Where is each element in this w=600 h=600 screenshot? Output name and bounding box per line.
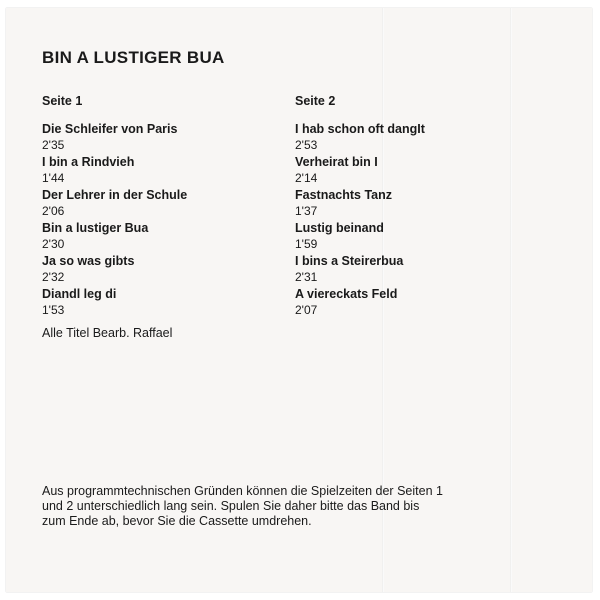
track-item — [42, 188, 187, 219]
track-duration: 1'59 — [295, 237, 318, 251]
track-title: Der Lehrer in der Schule — [42, 188, 188, 202]
side-1-tracklist — [42, 94, 187, 320]
track-duration: 2'35 — [42, 138, 65, 152]
track-title: Lustig beinand — [295, 221, 384, 235]
arrangement-credits: Alle Titel Bearb. Raffael — [42, 326, 173, 340]
track-title: Diandl leg di — [42, 287, 117, 301]
track-title: Ja so was gibts — [42, 254, 135, 268]
track-item — [42, 254, 187, 285]
track-duration: 2'31 — [295, 270, 318, 284]
note-line: zum Ende ab, bevor Sie die Cassette umdrehen. — [42, 514, 312, 528]
note-line: Aus programmtechnischen Gründen können die Spielzeiten der Seiten 1 — [42, 484, 443, 498]
track-item — [295, 155, 425, 186]
track-title: Verheirat bin I — [295, 155, 378, 169]
track-item — [42, 122, 187, 153]
side-2-tracklist — [295, 94, 425, 320]
track-title: A viereckats Feld — [295, 287, 398, 301]
track-duration: 1'44 — [42, 171, 65, 185]
track-item — [42, 287, 187, 318]
side-2-heading: Seite 2 — [295, 94, 336, 108]
track-duration: 1'37 — [295, 204, 318, 218]
track-title: I bins a Steirerbua — [295, 254, 404, 268]
track-duration: 1'53 — [42, 303, 65, 317]
track-title: I hab schon oft dangIt — [295, 122, 425, 136]
track-duration: 2'53 — [295, 138, 318, 152]
track-item — [295, 254, 425, 285]
side-1-heading: Seite 1 — [42, 94, 83, 108]
track-item — [42, 155, 187, 186]
note-line: und 2 unterschiedlich lang sein. Spulen Sie daher bitte das Band bis — [42, 499, 420, 513]
track-title: Die Schleifer von Paris — [42, 122, 178, 136]
track-duration: 2'07 — [295, 303, 318, 317]
track-duration: 2'32 — [42, 270, 65, 284]
track-item — [295, 287, 425, 318]
track-duration: 2'06 — [42, 204, 65, 218]
track-item — [295, 188, 425, 219]
track-duration: 2'14 — [295, 171, 318, 185]
track-item — [42, 221, 187, 252]
track-title: I bin a Rindvieh — [42, 155, 135, 169]
track-item — [295, 122, 425, 153]
playback-note — [42, 484, 572, 529]
cassette-insert-card — [6, 8, 592, 592]
track-duration: 2'30 — [42, 237, 65, 251]
track-item — [295, 221, 425, 252]
album-title: BIN A LUSTIGER BUA — [42, 48, 225, 67]
track-title: Fastnachts Tanz — [295, 188, 393, 202]
track-title: Bin a lustiger Bua — [42, 221, 149, 235]
